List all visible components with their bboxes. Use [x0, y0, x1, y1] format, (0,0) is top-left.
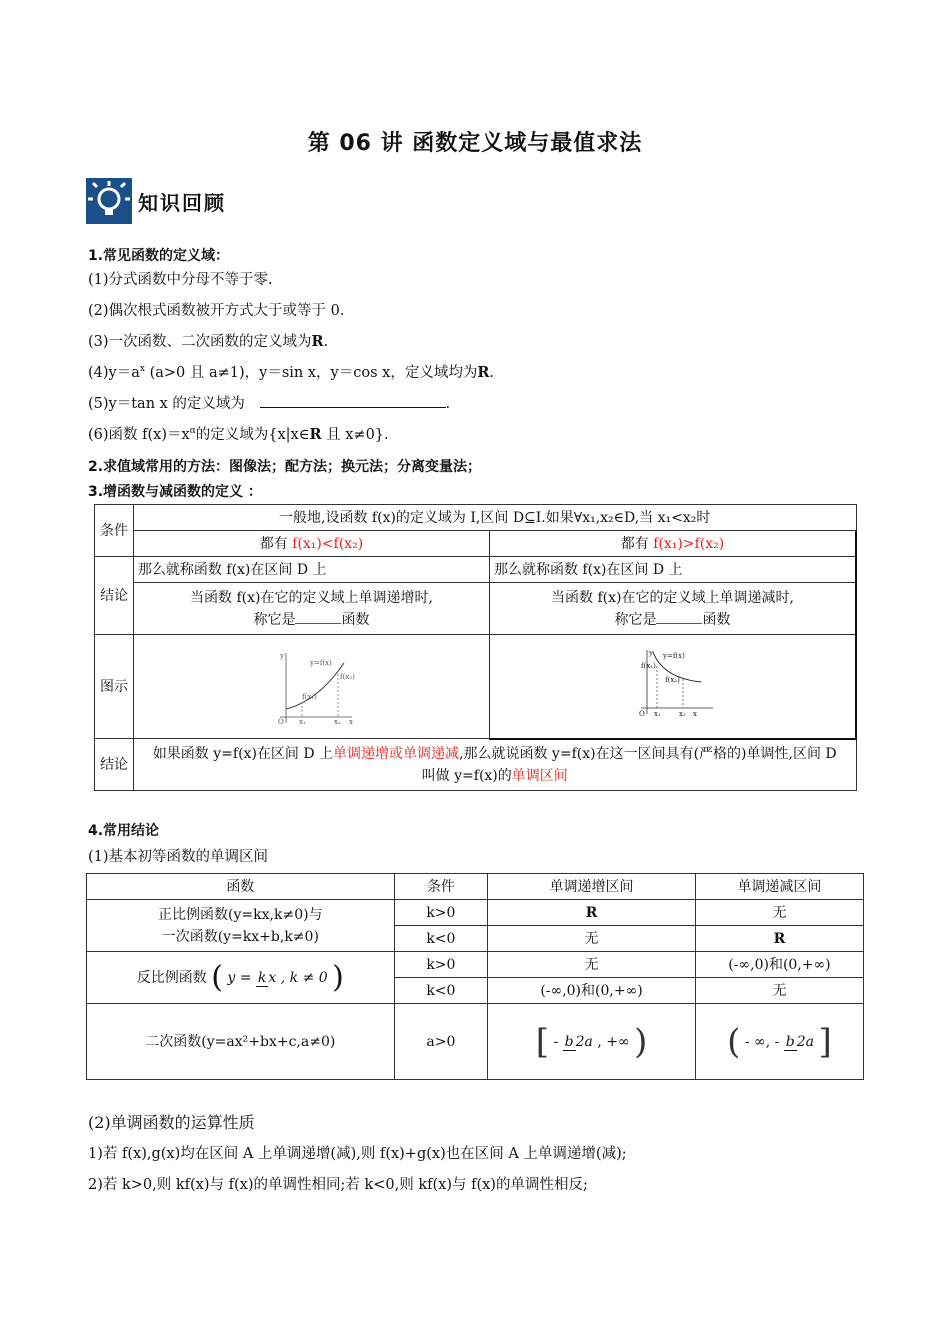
table-cell: a>0	[394, 1004, 488, 1080]
quadratic-function-label: 二次函数(y=ax²+bx+c,a≠0)	[87, 1004, 395, 1080]
lightbulb-icon	[86, 178, 132, 224]
definition-line: 一般地,设函数 f(x)的定义域为 I,区间 D⊆I.如果∀x₁,x₂∈D,当 x₁<x₂时	[133, 505, 856, 531]
curve-label: y=f(x)	[663, 652, 686, 661]
sec1-item-5: (5)y＝tan x 的定义域为 .	[88, 392, 450, 413]
table-cell: 无	[488, 952, 696, 978]
sec1-item-3: (3)一次函数、二次函数的定义域为R.	[88, 333, 329, 350]
sec1-item-1: (1)分式函数中分母不等于零.	[88, 272, 273, 288]
sec4-sub2: (2)单调函数的运算性质	[88, 1113, 255, 1132]
increasing-condition: 都有 f(x₁)<f(x₂)	[133, 531, 489, 557]
monotonic-conclusion: 如果函数 y=f(x)在区间 D 上单调递增或单调递减,那么就说函数 y=f(x)在这一区间具有(严格的)单调性,区间 D 叫做 y=f(x)的单调区间	[133, 739, 856, 791]
row-label-figure: 图示	[95, 635, 134, 739]
table-cell: (-∞,0)和(0,+∞)	[488, 978, 696, 1004]
table-cell: k<0	[394, 978, 488, 1004]
origin-label: O	[639, 710, 646, 719]
increasing-naming: 当函数 f(x)在它的定义域上单调递增时, 称它是 函数	[133, 583, 489, 635]
sec1-item-6: (6)函数 $f(x)=x^\alpha$的定义域为{x|x∈R 且 x≠0}.	[88, 426, 389, 443]
decreasing-figure	[489, 635, 856, 739]
sec4-heading: 4.常用结论	[88, 823, 160, 839]
fx2-label: f(x₂)	[665, 676, 681, 685]
sec1-item-2: (2)偶次根式函数被开方式大于或等于 0.	[88, 303, 345, 319]
sec2-heading: 2.求值域常用的方法：图像法；配方法；换元法；分离变量法；	[88, 459, 482, 475]
decreasing-condition: 都有 f(x₁)>f(x₂)	[489, 531, 856, 557]
sec4-property-1: 1)若 f(x),g(x)均在区间 A 上单调递增(减),则 f(x)+g(x)也在区间 A 上单调递增(减);	[88, 1146, 627, 1162]
sec4-sub1: (1)基本初等函数的单调区间	[88, 849, 269, 865]
knowledge-review-banner	[86, 178, 226, 224]
row-label-conclusion: 结论	[95, 557, 134, 635]
row-label-condition: 条件	[95, 505, 134, 557]
linear-function-label: 正比例函数(y=kx,k≠0)与 一次函数(y=kx+b,k≠0)	[87, 900, 395, 952]
decreasing-naming: 当函数 f(x)在它的定义域上单调递减时, 称它是 函数	[489, 583, 856, 635]
x-label: x	[349, 717, 354, 725]
increasing-curve	[286, 663, 344, 709]
x2-label: x₂	[679, 710, 687, 719]
x1-label: x₁	[654, 710, 662, 719]
y-label: y	[649, 649, 654, 658]
y-label: y	[280, 651, 285, 660]
curve-label: y=f(x)	[310, 658, 333, 667]
x1-label: x₁	[299, 717, 307, 725]
table-cell: R	[695, 926, 863, 952]
inverse-function-label: 反比例函数 ( y = k x , k ≠ 0 )	[87, 952, 395, 1004]
header-decreasing: 单调递减区间	[695, 874, 863, 900]
sec4-property-2: 2)若 k>0,则 kf(x)与 f(x)的单调性相同;若 k<0,则 kf(x)与 f(x)的单调性相反;	[88, 1177, 588, 1193]
monotonic-definition-table	[94, 504, 857, 791]
sec1-item-4: $(4)y=a^x$ (a>0 且 a≠1)，y＝sin x，y＝cos x，定义域均为R.	[88, 364, 494, 381]
header-condition: 条件	[394, 874, 488, 900]
answer-blank	[260, 393, 446, 408]
sec1-heading: 1.常见函数的定义域：	[88, 248, 230, 264]
table-cell: R	[488, 900, 696, 926]
fx2-label: f(x₂)	[340, 672, 356, 681]
fx1-label: f(x₁)	[302, 692, 318, 701]
quadratic-decreasing-interval: ( - ∞, - b 2a ]	[695, 1004, 863, 1080]
monotonic-intervals-table	[86, 873, 864, 1080]
x-label: x	[693, 710, 698, 719]
table-cell: k>0	[394, 900, 488, 926]
origin-label: O	[278, 717, 285, 725]
fx1-label: f(x₁)	[641, 662, 657, 671]
sec3-heading: 3.增函数与减函数的定义 ：	[88, 484, 262, 500]
table-cell: 无	[695, 978, 863, 1004]
table-cell: 无	[695, 900, 863, 926]
table-cell: 无	[488, 926, 696, 952]
table-cell: k>0	[394, 952, 488, 978]
increasing-call: 那么就称函数 f(x)在区间 D 上	[133, 557, 489, 583]
header-function: 函数	[87, 874, 395, 900]
increasing-figure	[133, 635, 489, 739]
banner-label: 知识回顾	[138, 190, 226, 215]
decreasing-call: 那么就称函数 f(x)在区间 D 上	[489, 557, 856, 583]
quadratic-increasing-interval: [ - b 2a , +∞ )	[488, 1004, 696, 1080]
table-cell: (-∞,0)和(0,+∞)	[695, 952, 863, 978]
header-increasing: 单调递增区间	[488, 874, 696, 900]
page-title: 第 06 讲 函数定义域与最值求法	[307, 131, 643, 156]
table-cell: k<0	[394, 926, 488, 952]
x2-label: x₂	[334, 717, 342, 725]
row-label-conclusion-2: 结论	[95, 739, 134, 791]
